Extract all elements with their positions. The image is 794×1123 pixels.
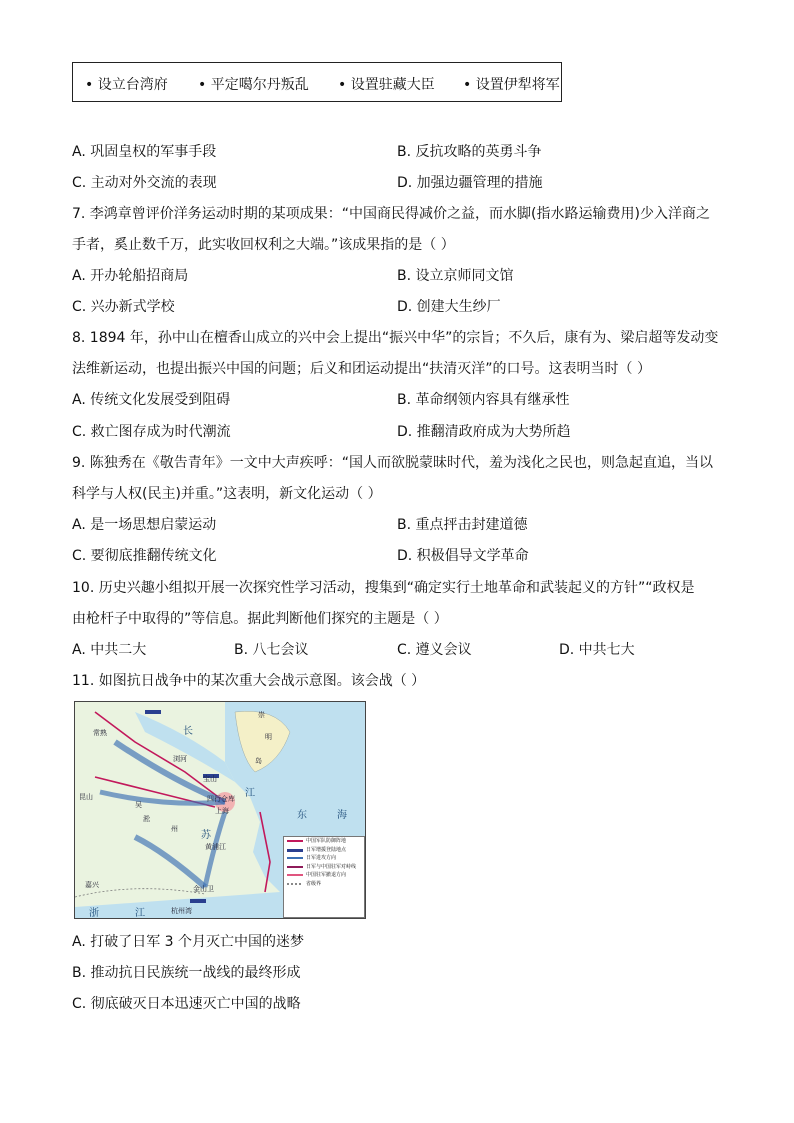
q7-stem-line2: 手者，奚止数千万，此实收回权利之大端。”该成果指的是（ ） (72, 237, 455, 253)
q7-option-a: A. 开办轮船招商局 (72, 268, 189, 284)
map-label-jinshanwei: 金山卫 (193, 885, 214, 893)
battle-map (74, 701, 366, 919)
box-item-2: • 平定噶尔丹叛乱 (198, 77, 309, 93)
box-item-1: • 设立台湾府 (85, 77, 168, 93)
map-legend (283, 836, 365, 918)
q10-option-d: D. 中共七大 (559, 642, 635, 658)
q8-option-b: B. 革命纲领内容具有继承性 (397, 392, 570, 408)
map-label-shanghai: 上海 (215, 807, 229, 815)
q6-option-b: B. 反抗攻略的英勇斗争 (397, 144, 542, 160)
box-item-3: • 设置驻藏大臣 (338, 77, 435, 93)
map-label-zhe: 浙 (89, 908, 99, 919)
q6-option-d: D. 加强边疆管理的措施 (397, 175, 543, 191)
map-label-hai: 海 (337, 810, 347, 821)
q10-option-a: A. 中共二大 (72, 642, 147, 658)
q10-stem-line1: 10. 历史兴趣小组拟开展一次探究性学习活动，搜集到“确定实行土地革命和武装起义的方针”“政权是 (72, 580, 695, 596)
map-label-huangpu: 黄浦江 (205, 843, 226, 851)
q9-stem-line2: 科学与人权(民主)并重。”这表明，新文化运动（ ） (72, 486, 382, 502)
map-label-kunshan: 昆山 (79, 793, 93, 801)
legend-item-4: 日军与中国驻军对峙线 (284, 863, 364, 872)
legend-item-1: 中国军队防御阵地 (284, 837, 364, 846)
q10-option-b: B. 八七会议 (234, 642, 309, 658)
map-label-chang: 长 (183, 726, 193, 737)
q8-stem-line1: 8. 1894 年，孙中山在檀香山成立的兴中会上提出“振兴中华”的宗旨；不久后，康有为、梁启超等发动变 (72, 330, 719, 346)
q9-option-d: D. 积极倡导文学革命 (397, 548, 529, 564)
map-label-chong: 崇 (258, 711, 265, 719)
q9-option-b: B. 重点抨击封建道德 (397, 517, 528, 533)
q9-stem-line1: 9. 陈独秀在《敬告青年》一文中大声疾呼：“国人而欲脱蒙昧时代，羞为浅化之民也，则急起直追，当以 (72, 455, 714, 471)
map-label-su: 苏 (201, 830, 211, 841)
q8-stem-line2: 法维新运动，也提出振兴中国的问题；后义和团运动提出“扶清灭洋”的口号。这表明当时（ ） (72, 361, 651, 377)
map-label-zhou: 州 (171, 825, 178, 833)
q11-option-b: B. 推动抗日民族统一战线的最终形成 (72, 965, 301, 981)
map-label-dong: 东 (297, 810, 307, 821)
q11-option-c: C. 彻底破灭日本迅速灭亡中国的战略 (72, 996, 301, 1012)
legend-item-3: 日军进攻方向 (284, 854, 364, 863)
map-label-ming: 明 (265, 733, 272, 741)
map-label-wu: 吴 (135, 801, 142, 809)
q10-option-c: C. 遵义会议 (397, 642, 472, 658)
q8-option-c: C. 救亡图存成为时代潮流 (72, 424, 231, 440)
q7-option-b: B. 设立京师同文馆 (397, 268, 514, 284)
q9-option-a: A. 是一场思想启蒙运动 (72, 517, 217, 533)
q7-option-c: C. 兴办新式学校 (72, 299, 175, 315)
q8-option-d: D. 推翻清政府成为大势所趋 (397, 424, 571, 440)
q8-option-a: A. 传统文化发展受到阻碍 (72, 392, 231, 408)
info-box (72, 62, 562, 102)
q11-option-a: A. 打破了日军 3 个月灭亡中国的迷梦 (72, 934, 305, 950)
q7-stem-line1: 7. 李鸿章曾评价洋务运动时期的某项成果：“中国商民得减价之益，而水脚(指水路运输费用)少入洋商之 (72, 206, 710, 222)
map-label-sihang: 四行仓库 (207, 795, 235, 803)
map-label-baoshan: 宝山 (203, 775, 217, 783)
legend-item-6: 省级界 (284, 880, 364, 889)
map-label-dao: 岛 (255, 757, 262, 765)
legend-item-2: 日军增援登陆地点 (284, 846, 364, 855)
q6-option-c: C. 主动对外交流的表现 (72, 175, 217, 191)
map-label-hangzhouwan: 杭州湾 (171, 907, 192, 915)
map-label-song: 淞 (143, 815, 150, 823)
q11-stem-line1: 11. 如图抗日战争中的某次重大会战示意图。该会战（ ） (72, 673, 426, 689)
q6-option-a: A. 巩固皇权的军事手段 (72, 144, 217, 160)
box-item-4: • 设置伊犁将军 (463, 77, 560, 93)
q9-option-c: C. 要彻底推翻传统文化 (72, 548, 217, 564)
map-label-jiaxing: 嘉兴 (85, 881, 99, 889)
legend-item-5: 中国驻军撤退方向 (284, 871, 364, 880)
map-label-changshu: 常熟 (93, 729, 107, 737)
map-label-jiang2: 江 (135, 908, 145, 919)
q7-option-d: D. 创建大生纱厂 (397, 299, 501, 315)
map-label-jiang: 江 (245, 788, 255, 799)
map-label-liuhe: 浏河 (173, 755, 187, 763)
q10-stem-line2: 由枪杆子中取得的”等信息。据此判断他们探究的主题是（ ） (72, 611, 448, 627)
